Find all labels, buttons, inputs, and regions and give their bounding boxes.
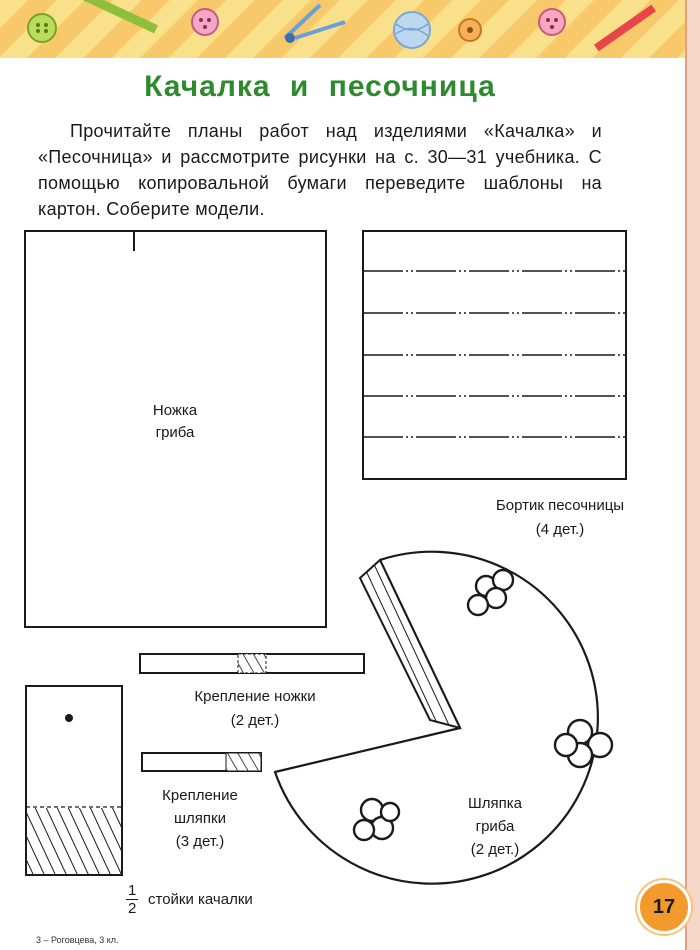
stem-mount-label-line2: (2 дет.)	[230, 712, 280, 729]
cap-mount-label-line2: шляпки	[174, 810, 226, 827]
footer-credit: 3 – Роговцева, 3 кл.	[36, 935, 119, 945]
cap-mount-label	[145, 784, 255, 853]
rocker-stand-label: стойки качалки	[148, 891, 253, 908]
sandbox-side-label-line2: (4 дет.)	[535, 521, 585, 538]
sandbox-side-template	[363, 231, 626, 479]
stem-label-line2: гриба	[155, 424, 195, 441]
cap-label	[440, 792, 550, 861]
cap-mount-template	[142, 753, 261, 771]
sandbox-side-label-line1: Бортик песочницы	[495, 497, 625, 514]
rocker-stand-template	[26, 686, 122, 875]
sandbox-side-label	[470, 494, 650, 542]
stem-mount-label	[170, 685, 340, 733]
stem-label-line1: Ножка	[152, 402, 198, 419]
stem-mount-template	[140, 654, 364, 673]
fraction-numerator: 1	[128, 882, 137, 899]
stem-mount-label-line1: Крепление ножки	[194, 688, 316, 705]
cap-label-line2: гриба	[475, 818, 515, 835]
page-title: Качалка и песочница	[144, 70, 496, 103]
cap-label-line3: (2 дет.)	[470, 841, 520, 858]
cap-label-line1: Шляпка	[468, 795, 522, 812]
page-number-badge: 17	[637, 880, 691, 934]
fraction-denominator: 2	[128, 900, 137, 917]
cap-mount-label-line3: (3 дет.)	[175, 833, 225, 850]
rocker-stand-fraction	[126, 882, 138, 917]
cap-mount-label-line1: Крепление	[162, 787, 238, 804]
stem-label	[125, 400, 225, 444]
intro-paragraph: Прочитайте планы работ над изделиями «Качалка» и «Песочница» и рассмотрите рисунки на с. 30—31 учебника. С помощью копировальной бумаги переведите шаблоны на картон. Соберите модели.	[38, 121, 602, 219]
